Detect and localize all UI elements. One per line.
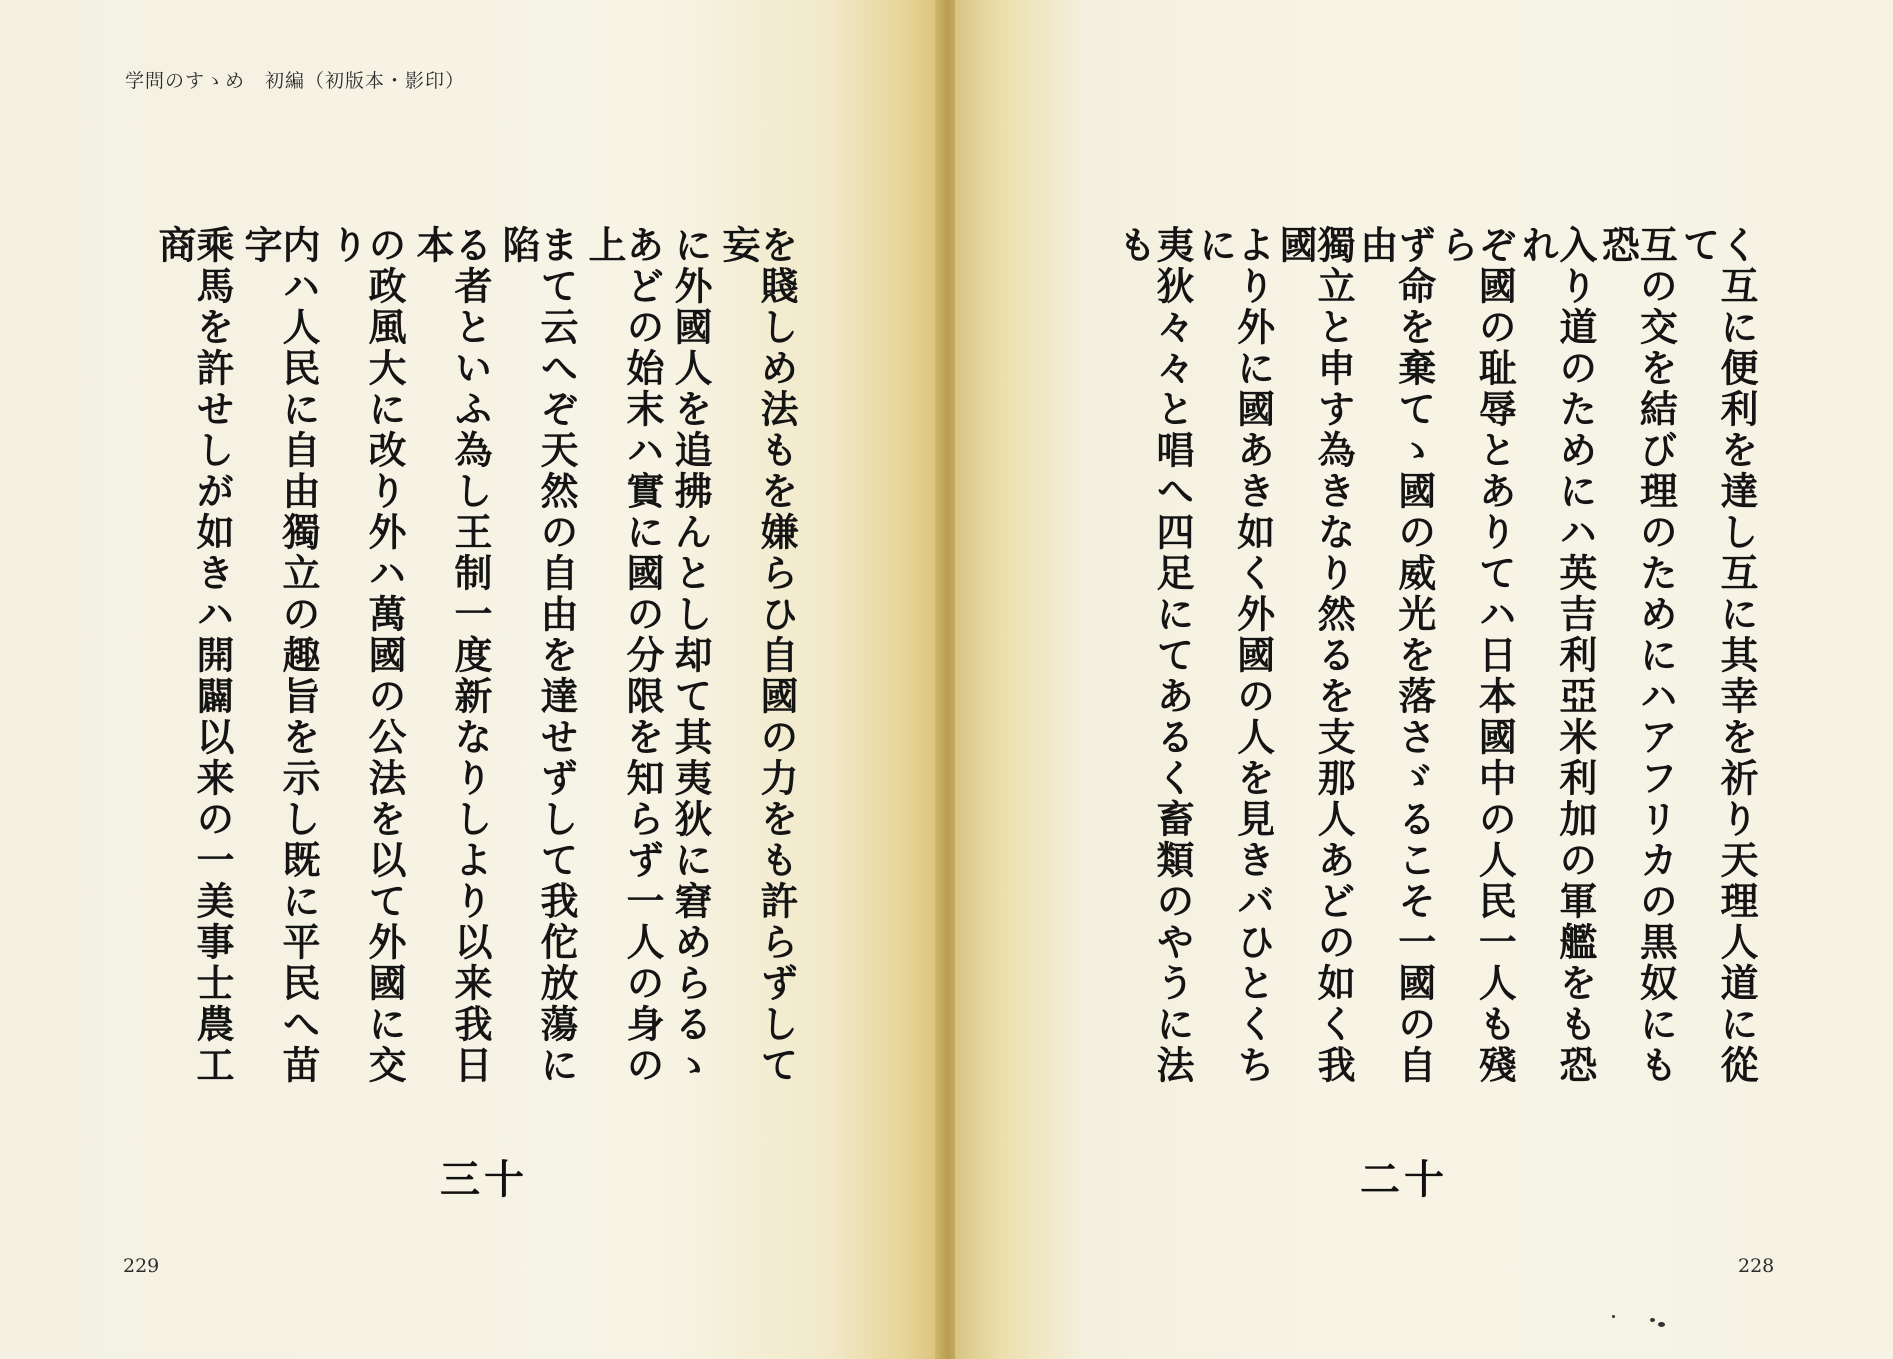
running-head: 学問のすゝめ 初編（初版本・影印） xyxy=(125,70,466,92)
ink-speck xyxy=(1658,1322,1665,1327)
page-number: 228 xyxy=(1738,1255,1775,1277)
text-column: ぞ國の耻辱とありてハ日本國中の人民一人も殘ら xyxy=(1434,225,1518,1086)
text-column: る者といふ為し王制一度新なりしより以来我日本 xyxy=(410,225,493,1086)
ink-speck xyxy=(1612,1315,1615,1318)
text-column: 夷狄々々と唱へ四足にてあるく畜類のやうに法も xyxy=(1112,225,1195,1086)
text-column: を賤しめ法もを嫌らひ自國の力をも許らずして妄 xyxy=(716,225,799,1086)
text-column: 入り道のためにハ英吉利亞米利加の軍艦をも恐れ xyxy=(1514,225,1598,1086)
leaf-number: 二十 xyxy=(1360,1156,1448,1203)
text-column: 獨立と申す為きなり然るを支那人あどの如く我國 xyxy=(1273,225,1357,1086)
text-column: 乘馬を許せしが如きハ開闢以来の一美事士農工商 xyxy=(152,225,235,1086)
left-page-text xyxy=(152,225,799,1125)
text-column: に外國人を追拂んとし却て其夷狄に窘めらるゝ xyxy=(668,225,713,1086)
text-column: 内ハ人民に自由獨立の趣旨を示し既に平民へ苗字 xyxy=(238,225,321,1086)
leaf-number: 三十 xyxy=(440,1156,528,1203)
ink-speck xyxy=(1650,1318,1655,1322)
right-page-text xyxy=(1112,225,1759,1125)
text-column: まて云へぞ天然の自由を達せずして我佗放蕩に陷 xyxy=(496,225,579,1086)
text-column: く互に便利を達し互に其幸を祈り天理人道に從て xyxy=(1675,225,1759,1086)
text-column: ず命を棄てゝ國の威光を落さゞるこそ一國の自由 xyxy=(1353,225,1437,1086)
text-column: あどの始末ハ實に國の分限を知らず一人の身の上 xyxy=(582,225,665,1086)
text-column: の政風大に改り外ハ萬國の公法を以て外國に交り xyxy=(324,225,407,1086)
page-number: 229 xyxy=(123,1255,160,1277)
text-column: 互の交を結び理のためにハアフリカの黒奴にも恐 xyxy=(1595,225,1679,1086)
text-column: より外に國あき如く外國の人を見きバひとくちに xyxy=(1192,225,1276,1086)
